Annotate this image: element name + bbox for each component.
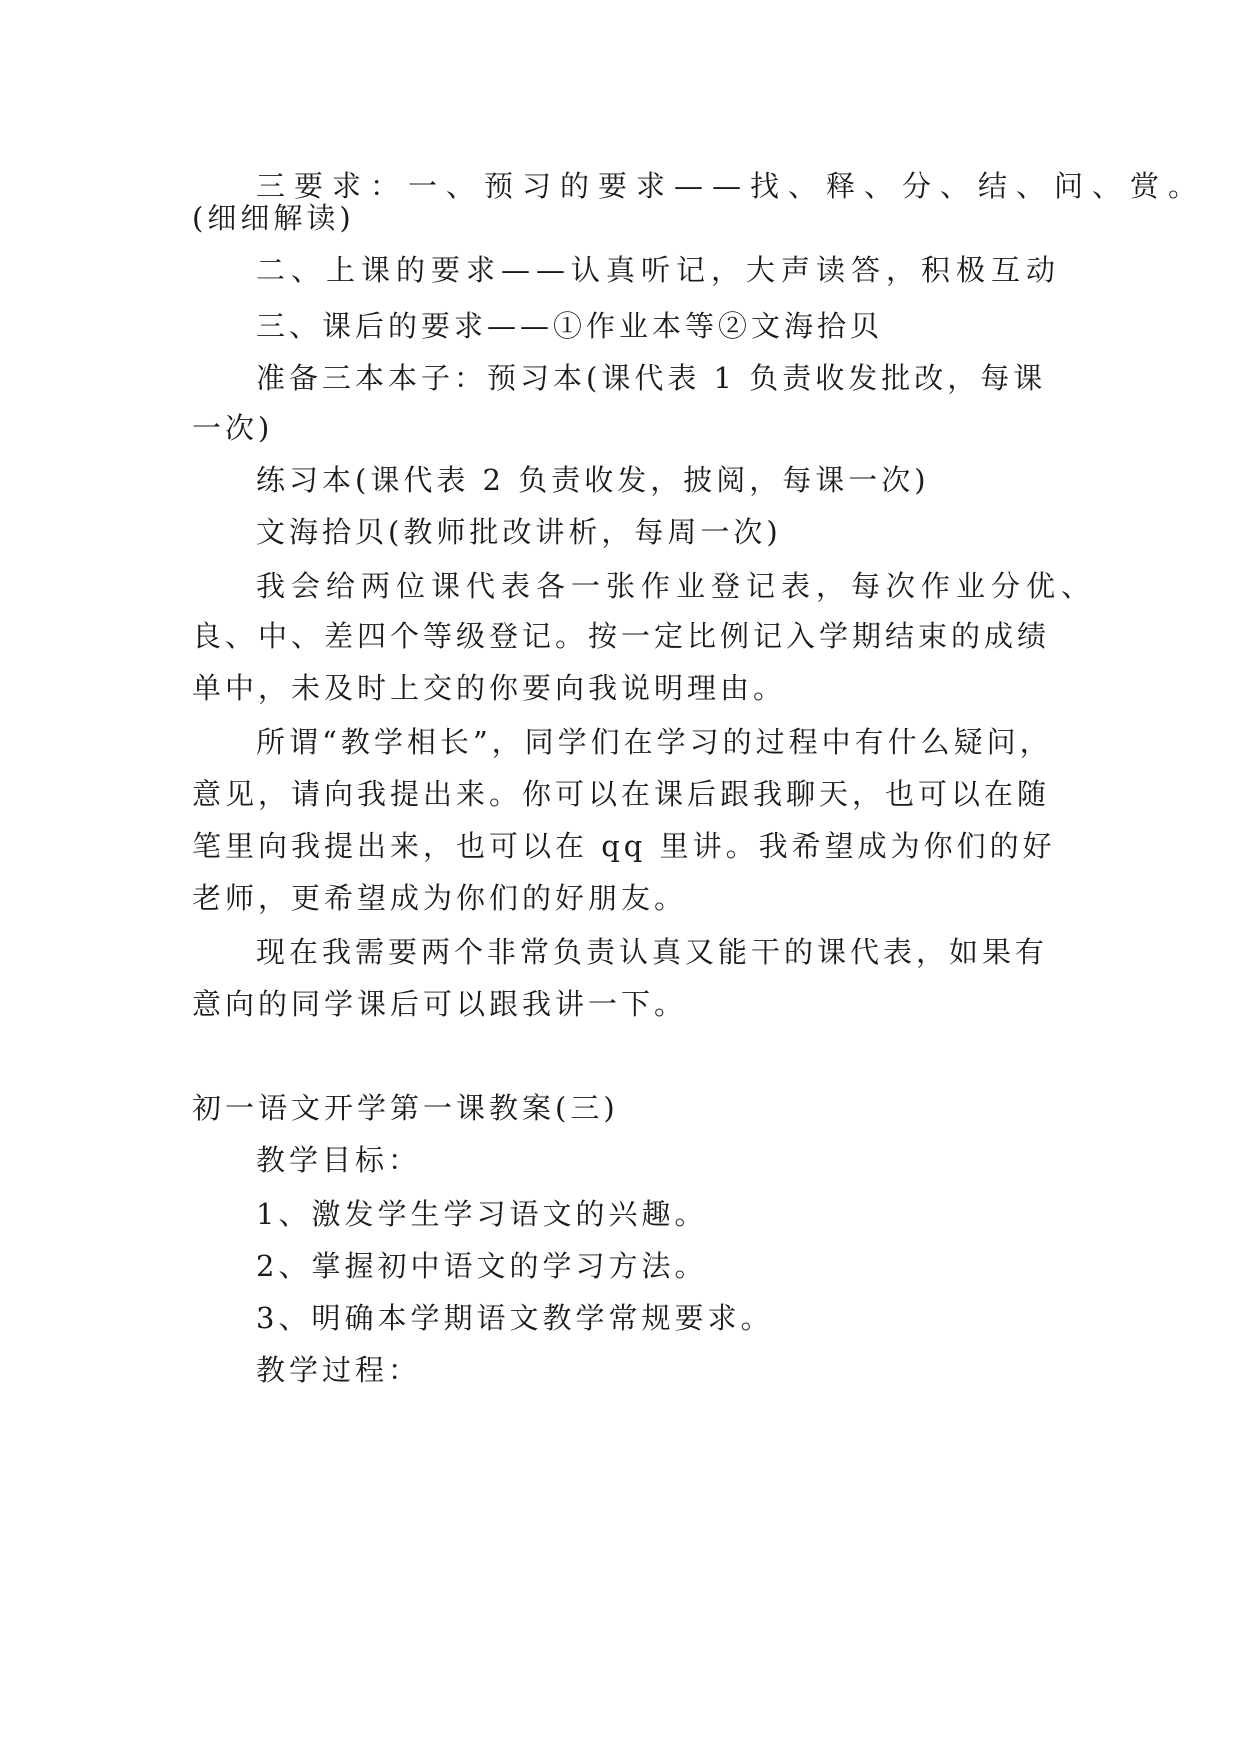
paragraph-line: 练习本(课代表 2 负责收发，披阅，每课一次)	[256, 463, 930, 497]
paragraph-line: 文海拾贝(教师批改讲析，每周一次)	[256, 515, 782, 549]
paragraph-line: 所谓“教学相长”，同学们在学习的过程中有什么疑问，	[256, 725, 1053, 759]
list-item: 3、明确本学期语文教学常规要求。	[256, 1301, 774, 1335]
paragraph-line: 二、上课的要求——认真听记，大声读答，积极互动	[256, 253, 1062, 287]
paragraph-line: 一次)	[192, 411, 274, 445]
paragraph-line: (细细解读)	[192, 201, 355, 235]
subheading: 教学目标：	[256, 1143, 422, 1177]
paragraph-line: 三要求：一、预习的要求——找、释、分、结、问、赏。	[256, 169, 1207, 203]
list-item: 2、掌握初中语文的学习方法。	[256, 1249, 708, 1283]
paragraph-line: 我会给两位课代表各一张作业登记表，每次作业分优、	[256, 569, 1097, 603]
paragraph-line: 现在我需要两个非常负责认真又能干的课代表，如果有	[256, 935, 1049, 969]
paragraph-line: 笔里向我提出来，也可以在 qq 里讲。我希望成为你们的好	[192, 829, 1056, 863]
paragraph-line: 单中，未及时上交的你要向我说明理由。	[192, 671, 787, 705]
section-heading: 初一语文开学第一课教案(三)	[192, 1091, 619, 1125]
paragraph-line: 三、课后的要求——①作业本等②文海拾贝	[256, 309, 884, 343]
list-item: 1、激发学生学习语文的兴趣。	[256, 1197, 708, 1231]
paragraph-line: 意见，请向我提出来。你可以在课后跟我聊天，也可以在随	[192, 777, 1051, 811]
subheading: 教学过程：	[256, 1353, 422, 1387]
paragraph-line: 准备三本本子：预习本(课代表 1 负责收发批改，每课	[256, 361, 1047, 395]
paragraph-line: 意向的同学课后可以跟我讲一下。	[192, 987, 688, 1021]
paragraph-line: 老师，更希望成为你们的好朋友。	[192, 881, 688, 915]
paragraph-line: 良、中、差四个等级登记。按一定比例记入学期结束的成绩	[192, 619, 1051, 653]
